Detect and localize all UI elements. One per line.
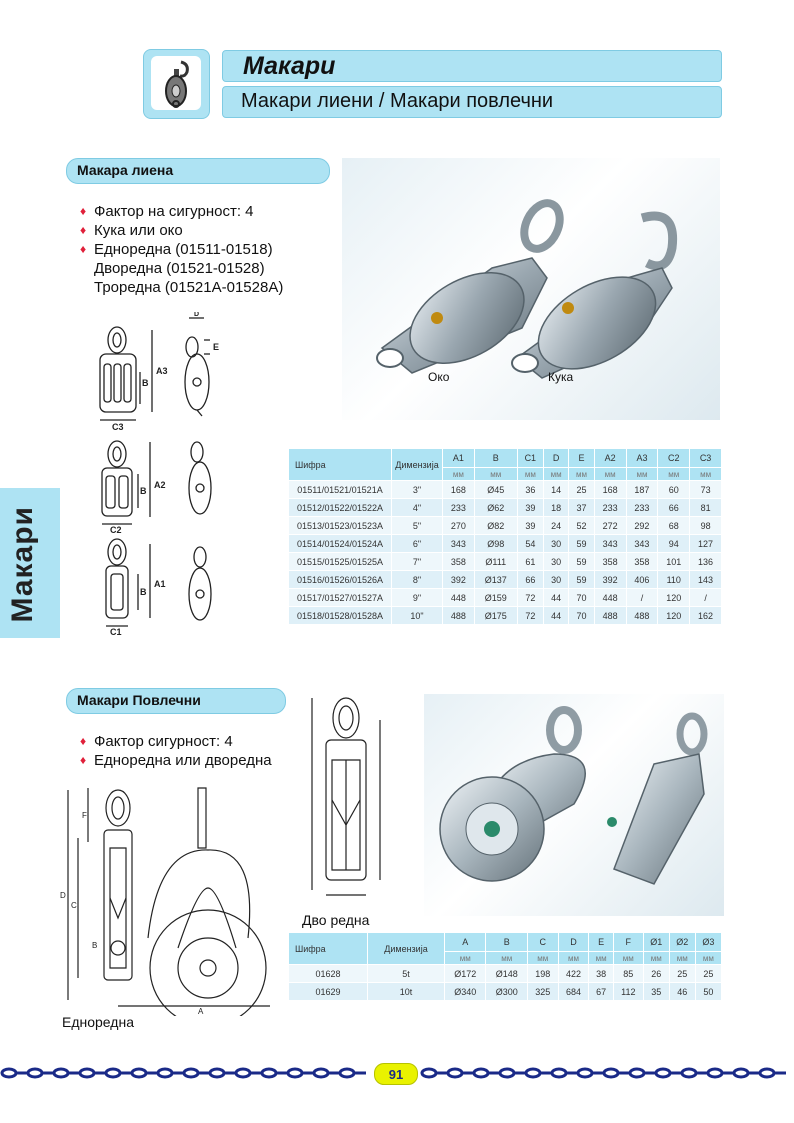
bullet-continuation: Дворедна (01521-01528) xyxy=(94,260,265,277)
chain-link xyxy=(682,1069,696,1077)
chain-link xyxy=(760,1069,774,1077)
table-cell: 01516/01526/01526A xyxy=(289,571,392,589)
table-header-cell: D xyxy=(543,449,568,468)
dim-label: C1 xyxy=(110,627,122,637)
table-header-cell: Ø3 xyxy=(695,933,721,952)
chain-link xyxy=(288,1069,302,1077)
table-header-cell: A3 xyxy=(626,449,658,468)
chain-link xyxy=(28,1069,42,1077)
section1-spec-table xyxy=(288,448,722,625)
table-cell: 168 xyxy=(443,481,475,499)
table-cell: Ø340 xyxy=(445,983,486,1001)
section2-bullets xyxy=(80,732,310,770)
unit-cell: мм xyxy=(474,468,517,481)
bullet-continuation: Троредна (01521A-01528A) xyxy=(94,279,284,296)
table-cell: 01511/01521/01521A xyxy=(289,481,392,499)
table-cell: 70 xyxy=(569,607,594,625)
table-cell: 25 xyxy=(669,965,695,983)
chain-link xyxy=(54,1069,68,1077)
table-cell: 233 xyxy=(626,499,658,517)
diamond-icon: ♦ xyxy=(80,204,87,218)
chain-link xyxy=(2,1069,16,1077)
logo xyxy=(143,49,210,119)
page-title: Макари xyxy=(243,52,336,80)
section2-photo xyxy=(424,694,724,916)
table-header-cell: A2 xyxy=(594,449,626,468)
table-cell: 26 xyxy=(643,965,669,983)
chain-link xyxy=(80,1069,94,1077)
table-header-cell: C3 xyxy=(690,449,722,468)
chain-link xyxy=(158,1069,172,1077)
dim-label: B xyxy=(92,941,98,950)
page-title-bar xyxy=(222,50,722,82)
table-cell: 73 xyxy=(690,481,722,499)
bullet-item: ♦ Фактор на сигурност: 4 xyxy=(80,203,254,220)
table-cell: 98 xyxy=(690,517,722,535)
unit-cell: мм xyxy=(445,952,486,965)
table-cell: 01517/01527/01527A xyxy=(289,589,392,607)
snatch-block-front-image xyxy=(440,710,585,881)
dim-label: D xyxy=(60,891,66,900)
table-header-cell: Димензија xyxy=(368,933,445,965)
table-cell: 292 xyxy=(626,517,658,535)
chain-link xyxy=(132,1069,146,1077)
section2-heading xyxy=(66,688,286,714)
table-cell: 120 xyxy=(658,589,690,607)
chain-link xyxy=(448,1069,462,1077)
table-cell: 272 xyxy=(594,517,626,535)
dim-label: C3 xyxy=(112,422,124,432)
table-cell: 30 xyxy=(543,571,568,589)
unit-cell: мм xyxy=(669,952,695,965)
caption-single: Еднoредна xyxy=(62,1014,134,1030)
dim-label: E xyxy=(213,342,220,352)
table-cell: 44 xyxy=(543,607,568,625)
chain-link xyxy=(578,1069,592,1077)
table-cell: 66 xyxy=(517,571,543,589)
unit-cell: мм xyxy=(658,468,690,481)
table-cell: 392 xyxy=(594,571,626,589)
table-row xyxy=(289,983,722,1001)
table-cell: 198 xyxy=(527,965,558,983)
table-header-cell: C xyxy=(527,933,558,952)
table-cell: 18 xyxy=(543,499,568,517)
table-cell: 343 xyxy=(594,535,626,553)
table-cell: 392 xyxy=(443,571,475,589)
table-header-cell: B xyxy=(486,933,527,952)
table-cell: 01629 xyxy=(289,983,368,1001)
pulley-hook-icon xyxy=(151,56,201,110)
table-cell: 66 xyxy=(658,499,690,517)
table-cell: 72 xyxy=(517,607,543,625)
table-cell: 68 xyxy=(658,517,690,535)
bullet-item: ♦ Еднoредна (01511-01518) xyxy=(80,241,273,258)
section2-single-drawing xyxy=(58,778,298,1016)
table-cell: 01515/01525/01525A xyxy=(289,553,392,571)
unit-cell: мм xyxy=(543,468,568,481)
diamond-icon: ♦ xyxy=(80,242,87,256)
table-row xyxy=(289,965,722,983)
table-header-cell: Ø2 xyxy=(669,933,695,952)
table-cell: 162 xyxy=(690,607,722,625)
table-cell: 60 xyxy=(658,481,690,499)
table-header-cell: D xyxy=(558,933,589,952)
chain-link xyxy=(708,1069,722,1077)
table-cell: 233 xyxy=(594,499,626,517)
hook-pulley-image xyxy=(512,216,673,388)
table-row xyxy=(289,481,722,499)
table-cell: / xyxy=(626,589,658,607)
unit-cell: мм xyxy=(626,468,658,481)
section1-table-body xyxy=(289,481,722,625)
page-number-badge xyxy=(374,1063,418,1085)
table-header-cell: Ø1 xyxy=(643,933,669,952)
table-cell: 30 xyxy=(543,535,568,553)
table-cell: 406 xyxy=(626,571,658,589)
dim-label: A1 xyxy=(154,579,166,589)
chain-decoration-left xyxy=(0,1066,370,1080)
table-cell: 112 xyxy=(613,983,643,1001)
bullet-item: ♦ Фактор сигурност: 4 xyxy=(80,733,233,750)
chain-link xyxy=(184,1069,198,1077)
table-cell: 233 xyxy=(443,499,475,517)
unit-cell: мм xyxy=(643,952,669,965)
chain-link xyxy=(422,1069,436,1077)
table-cell: 59 xyxy=(569,553,594,571)
table-cell: 325 xyxy=(527,983,558,1001)
table-row xyxy=(289,535,722,553)
table-cell: 110 xyxy=(658,571,690,589)
chain-link xyxy=(630,1069,644,1077)
table-header-cell: Шифра xyxy=(289,449,392,481)
snatch-block-side-image xyxy=(607,716,704,884)
table-cell: 10" xyxy=(392,607,443,625)
table-cell: 343 xyxy=(626,535,658,553)
table-cell: Ø175 xyxy=(474,607,517,625)
table-cell: 70 xyxy=(569,589,594,607)
photo-label-hook: Кука xyxy=(548,370,574,384)
table-cell: 25 xyxy=(695,965,721,983)
table-cell: 5" xyxy=(392,517,443,535)
table-row xyxy=(289,517,722,535)
table-cell: 684 xyxy=(558,983,589,1001)
table-cell: Ø172 xyxy=(445,965,486,983)
chain-link xyxy=(526,1069,540,1077)
table-cell: 488 xyxy=(443,607,475,625)
table-cell: 270 xyxy=(443,517,475,535)
dim-label: B xyxy=(140,486,147,496)
dim-label: B xyxy=(140,587,147,597)
chain-link xyxy=(500,1069,514,1077)
table-cell: Ø300 xyxy=(486,983,527,1001)
section1-technical-drawings xyxy=(92,312,242,642)
table-cell: 94 xyxy=(658,535,690,553)
bullet-item: ♦ Еднoредна или дворедна xyxy=(80,752,272,769)
dim-label: C xyxy=(71,901,77,910)
table-cell: 168 xyxy=(594,481,626,499)
table-cell: 54 xyxy=(517,535,543,553)
table-cell: 38 xyxy=(589,965,614,983)
table-cell: Ø159 xyxy=(474,589,517,607)
table-cell: 358 xyxy=(626,553,658,571)
table-row xyxy=(289,499,722,517)
table-cell: 343 xyxy=(443,535,475,553)
dim-label: A xyxy=(198,1007,204,1016)
table-cell: 01518/01528/01528A xyxy=(289,607,392,625)
diamond-icon: ♦ xyxy=(80,753,87,767)
table-cell: 39 xyxy=(517,517,543,535)
table-cell: 136 xyxy=(690,553,722,571)
chain-link xyxy=(106,1069,120,1077)
table-cell: 14 xyxy=(543,481,568,499)
unit-cell: мм xyxy=(589,952,614,965)
table-cell: 143 xyxy=(690,571,722,589)
table-cell: 01512/01522/01522A xyxy=(289,499,392,517)
chain-link xyxy=(604,1069,618,1077)
table-cell: 187 xyxy=(626,481,658,499)
table-cell: 120 xyxy=(658,607,690,625)
table-cell: 01513/01523/01523A xyxy=(289,517,392,535)
unit-cell: мм xyxy=(613,952,643,965)
table-cell: Ø98 xyxy=(474,535,517,553)
section1-bullets xyxy=(80,202,330,297)
section1-title: Макара лиена xyxy=(77,162,174,178)
table-cell: Ø82 xyxy=(474,517,517,535)
table-cell: Ø137 xyxy=(474,571,517,589)
table-cell: 61 xyxy=(517,553,543,571)
table-cell: Ø45 xyxy=(474,481,517,499)
chain-link xyxy=(262,1069,276,1077)
table-cell: 5t xyxy=(368,965,445,983)
page-subtitle-bar xyxy=(222,86,722,118)
table-cell: 46 xyxy=(669,983,695,1001)
chain-link xyxy=(236,1069,250,1077)
table-cell: 4" xyxy=(392,499,443,517)
table-header-row xyxy=(289,933,722,952)
table-cell: 7" xyxy=(392,553,443,571)
chain-decoration-right xyxy=(420,1066,794,1080)
table-cell: 10t xyxy=(368,983,445,1001)
table-row xyxy=(289,589,722,607)
table-cell: Ø62 xyxy=(474,499,517,517)
dim-label: C2 xyxy=(110,525,122,535)
table-header-cell: C2 xyxy=(658,449,690,468)
table-cell: 488 xyxy=(594,607,626,625)
dim-label: B xyxy=(142,378,149,388)
table-cell: 35 xyxy=(643,983,669,1001)
table-cell: 24 xyxy=(543,517,568,535)
table-header-cell: C1 xyxy=(517,449,543,468)
table-cell: 81 xyxy=(690,499,722,517)
dim-label: A2 xyxy=(154,480,166,490)
table-cell: 9" xyxy=(392,589,443,607)
section1-heading xyxy=(66,158,330,184)
table-cell: 448 xyxy=(443,589,475,607)
table-cell: 01514/01524/01524A xyxy=(289,535,392,553)
table-cell: 488 xyxy=(626,607,658,625)
section2-spec-table xyxy=(288,932,722,1001)
chain-link xyxy=(552,1069,566,1077)
unit-cell: мм xyxy=(486,952,527,965)
dim-label: F xyxy=(82,811,87,820)
photo-label-eye: Око xyxy=(428,370,450,384)
table-header-cell: Димензија xyxy=(392,449,443,481)
section1-photo xyxy=(342,158,720,420)
unit-cell: мм xyxy=(443,468,475,481)
table-cell: 37 xyxy=(569,499,594,517)
table-cell: 59 xyxy=(569,535,594,553)
table-cell: 358 xyxy=(443,553,475,571)
table-cell: 6" xyxy=(392,535,443,553)
table-cell: 52 xyxy=(569,517,594,535)
table-cell: 127 xyxy=(690,535,722,553)
section2-title: Макари Повлечни xyxy=(77,692,201,708)
table-header-cell: E xyxy=(589,933,614,952)
table-cell: Ø148 xyxy=(486,965,527,983)
table-header-cell: F xyxy=(613,933,643,952)
table-cell: 59 xyxy=(569,571,594,589)
table-cell: 01628 xyxy=(289,965,368,983)
side-tab-label: Макари xyxy=(6,506,39,623)
table-cell: 30 xyxy=(543,553,568,571)
chain-link xyxy=(656,1069,670,1077)
unit-cell: мм xyxy=(558,952,589,965)
table-cell: 358 xyxy=(594,553,626,571)
table-cell: 72 xyxy=(517,589,543,607)
table-cell: 39 xyxy=(517,499,543,517)
page-number: 91 xyxy=(388,1067,404,1082)
unit-cell: мм xyxy=(569,468,594,481)
diamond-icon: ♦ xyxy=(80,734,87,748)
table-row xyxy=(289,607,722,625)
table-cell: 3" xyxy=(392,481,443,499)
table-cell: 101 xyxy=(658,553,690,571)
chain-link xyxy=(734,1069,748,1077)
table-cell: 448 xyxy=(594,589,626,607)
section2-double-drawing xyxy=(300,690,392,902)
table-row xyxy=(289,553,722,571)
table-cell: 50 xyxy=(695,983,721,1001)
dim-label: D xyxy=(194,312,200,318)
caption-double: Дво редна xyxy=(302,912,370,928)
chain-link xyxy=(210,1069,224,1077)
unit-cell: мм xyxy=(527,952,558,965)
table-cell: 44 xyxy=(543,589,568,607)
table-cell: 25 xyxy=(569,481,594,499)
table-cell: / xyxy=(690,589,722,607)
table-cell: Ø111 xyxy=(474,553,517,571)
table-row xyxy=(289,571,722,589)
table-cell: 67 xyxy=(589,983,614,1001)
table-cell: 85 xyxy=(613,965,643,983)
table-header-cell: A xyxy=(445,933,486,952)
chain-link xyxy=(314,1069,328,1077)
section2-table-body xyxy=(289,965,722,1001)
dim-label: A3 xyxy=(156,366,168,376)
table-header-cell: A1 xyxy=(443,449,475,468)
table-header-cell: E xyxy=(569,449,594,468)
chain-link xyxy=(340,1069,354,1077)
unit-cell: мм xyxy=(690,468,722,481)
table-cell: 36 xyxy=(517,481,543,499)
table-header-cell: Шифра xyxy=(289,933,368,965)
unit-cell: мм xyxy=(594,468,626,481)
table-cell: 8" xyxy=(392,571,443,589)
unit-cell: мм xyxy=(517,468,543,481)
side-tab xyxy=(0,488,60,638)
table-header-row xyxy=(289,449,722,468)
diamond-icon: ♦ xyxy=(80,223,87,237)
bullet-item: ♦ Кука или око xyxy=(80,222,183,239)
page-subtitle: Макари лиени / Макари повлечни xyxy=(241,90,554,112)
unit-cell: мм xyxy=(695,952,721,965)
chain-link xyxy=(474,1069,488,1077)
table-cell: 422 xyxy=(558,965,589,983)
table-header-cell: B xyxy=(474,449,517,468)
